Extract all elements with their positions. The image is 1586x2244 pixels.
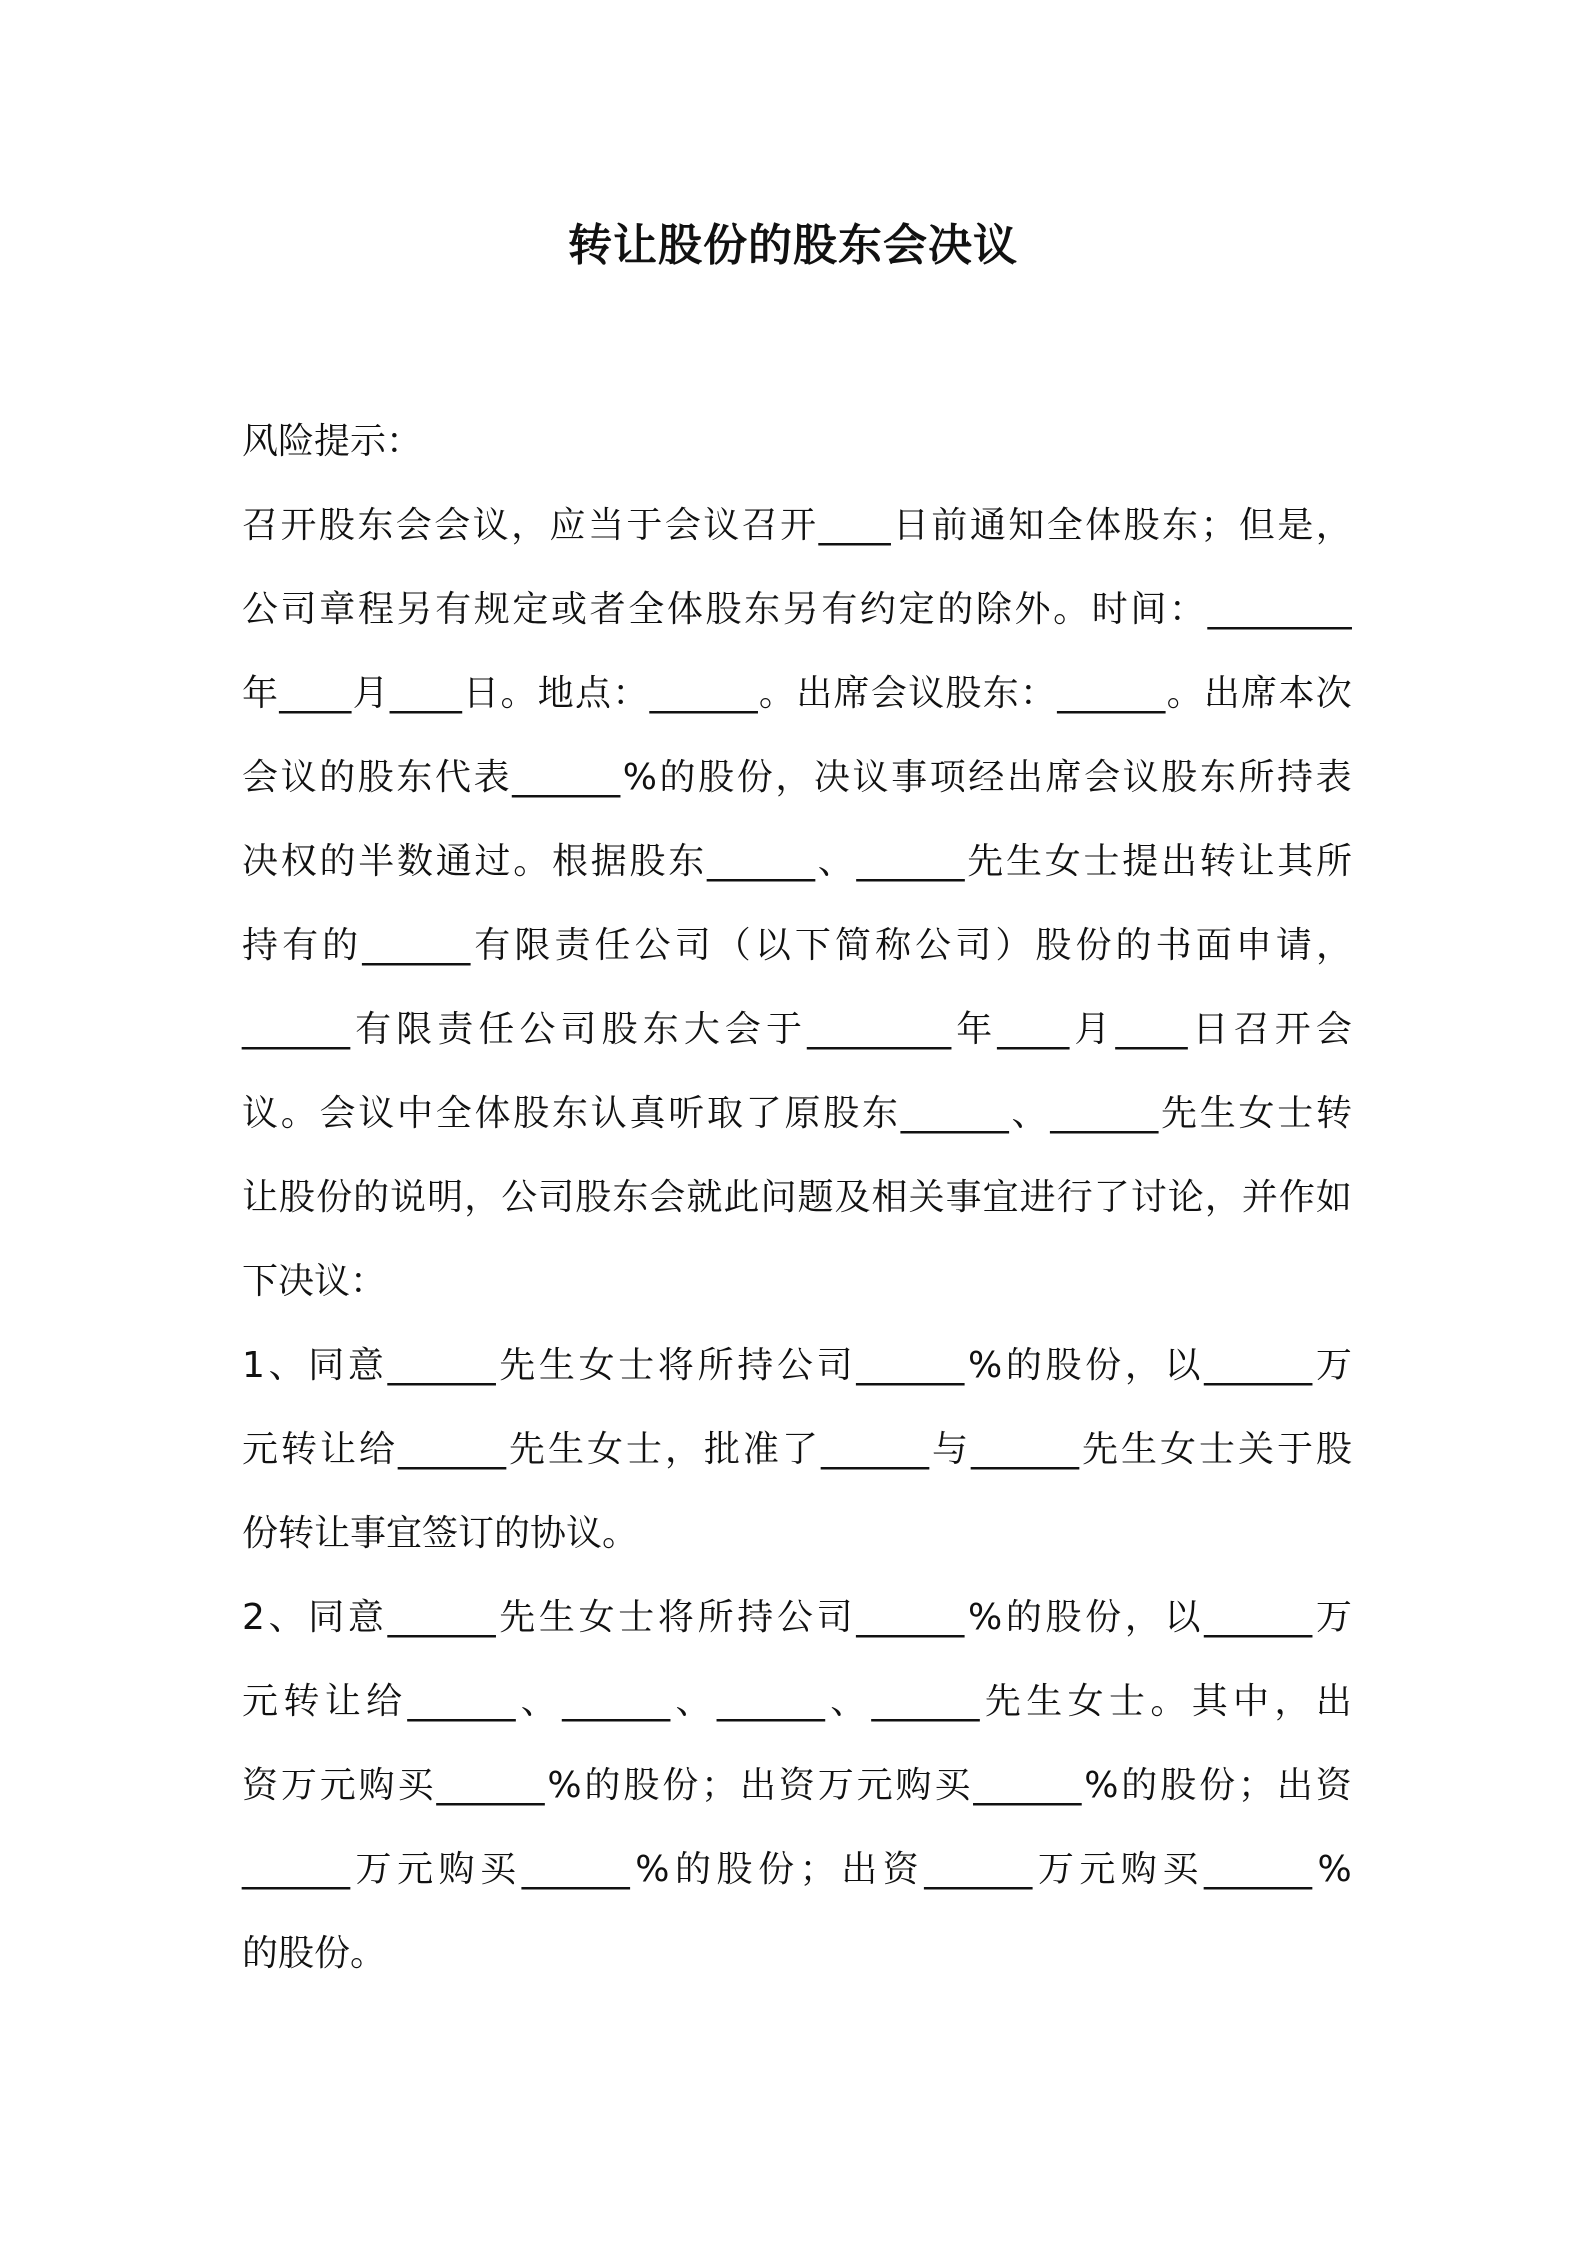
document-body [242,400,1352,1996]
paragraph-line-end: 的股份。 [242,1933,387,1974]
paragraph-line: 持 有 的 ______ 有 限 责 任 公 司 （ 以 下 简 称 公 司 ） 股 份 的 书 面 申 请 ， [242,925,1352,966]
paragraph-line: 元 转 让 给 ______ 、 ______ 、 ______ 、 ______ 先 生 女 士 。 其 中 ， 出 [242,1681,1352,1722]
paragraph-line: 年 ____ 月 ____ 日 。 地 点 ： ______ 。 出 席 会 议 股 东 ： ______ 。 出 席 本 次 [242,673,1352,714]
paragraph-line: ______ 万 元 购 买 ______ % 的 股 份 ； 出 资 ______ 万 元 购 买 ______ % [242,1849,1352,1890]
paragraph-line: ______ 有 限 责 任 公 司 股 东 大 会 于 ________ 年 ____ 月 ____ 日 召 开 会 [242,1009,1352,1050]
risk-heading: 风险提示： [242,421,423,462]
paragraph-line-end: 份转让事宜签订的协议。 [242,1513,639,1554]
paragraph-line: 资 万 元 购 买 ______ % 的 股 份 ； 出 资 万 元 购 买 ______ % 的 股 份 ； 出 资 [242,1765,1352,1806]
paragraph-line: 会 议 的 股 东 代 表 ______ % 的 股 份 ， 决 议 事 项 经 出 席 会 议 股 东 所 持 表 [242,757,1352,798]
paragraph-line-end: 下决议： [242,1261,387,1302]
resolution-item-1: 1 、 同 意 ______ 先 生 女 士 将 所 持 公 司 ______ % 的 股 份 ， 以 ______ 万 [242,1345,1352,1386]
paragraph-line: 召 开 股 东 会 会 议 ， 应 当 于 会 议 召 开 ____ 日 前 通 知 全 体 股 东 ； 但 是 ， [242,505,1352,546]
paragraph-line: 让 股 份 的 说 明 ， 公 司 股 东 会 就 此 问 题 及 相 关 事 宜 进 行 了 讨 论 ， 并 作 如 [242,1177,1352,1218]
paragraph-line: 议 。 会 议 中 全 体 股 东 认 真 听 取 了 原 股 东 ______ 、 ______ 先 生 女 士 转 [242,1093,1352,1134]
document-title: 转让股份的股东会决议 [568,220,1018,271]
paragraph-line: 元 转 让 给 ______ 先 生 女 士 ， 批 准 了 ______ 与 ______ 先 生 女 士 关 于 股 [242,1429,1352,1470]
resolution-item-2: 2 、 同 意 ______ 先 生 女 士 将 所 持 公 司 ______ % 的 股 份 ， 以 ______ 万 [242,1597,1352,1638]
paragraph-line: 决 权 的 半 数 通 过 。 根 据 股 东 ______ 、 ______ 先 生 女 士 提 出 转 让 其 所 [242,841,1352,882]
paragraph-line: 公 司 章 程 另 有 规 定 或 者 全 体 股 东 另 有 约 定 的 除 外 。 时 间 ： ________ [242,589,1352,630]
